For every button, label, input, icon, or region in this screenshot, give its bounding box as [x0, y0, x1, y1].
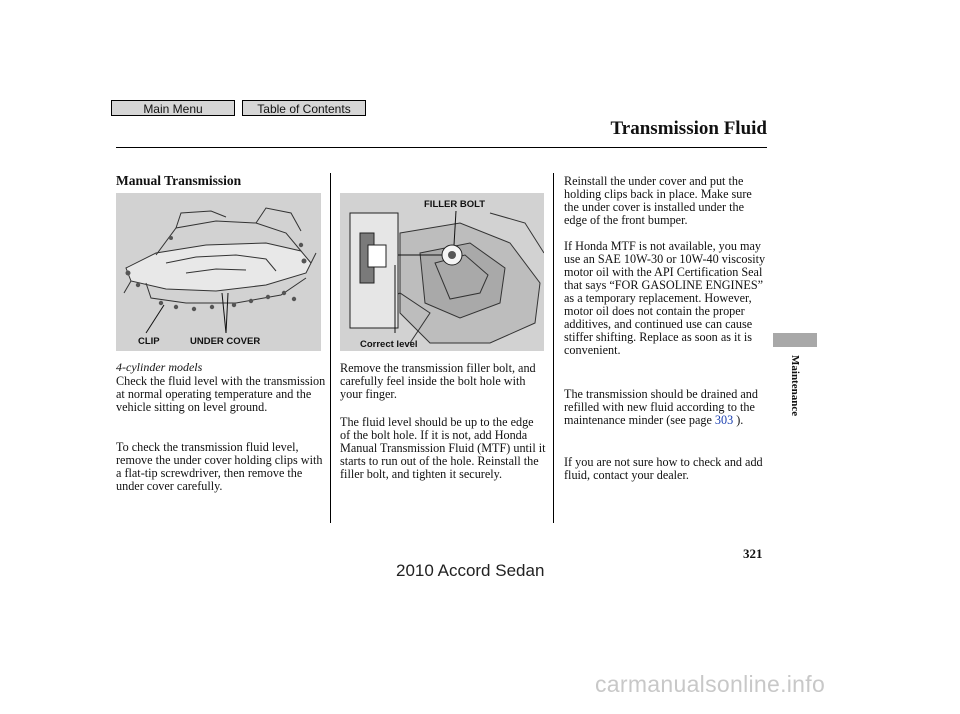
site-watermark: carmanualsonline.info — [595, 671, 826, 697]
page-number: 321 — [743, 546, 763, 561]
table-of-contents-button[interactable]: Table of Contents — [242, 100, 366, 116]
paragraph-contact-dealer: If you are not sure how to check and add fluid, contact your dealer. — [564, 455, 763, 482]
section-side-label: Maintenance — [789, 355, 801, 417]
clip-label: CLIP — [138, 336, 160, 347]
filler-bolt-drawing — [340, 193, 544, 351]
correct-level-label: Correct level — [360, 339, 418, 350]
models-caption: 4-cylinder models — [116, 360, 203, 374]
column-divider-2 — [553, 173, 554, 523]
paragraph-check-level: Check the fluid level with the transmission at normal operating temperature and the vehicle sitting on level ground. — [116, 374, 326, 414]
model-label: 2010 Accord Sedan — [396, 561, 545, 580]
drain-refill-text: The transmission should be drained and refilled with new fluid according to the maintenance minder (see page — [564, 387, 758, 427]
paragraph-remove-cover: To check the transmission fluid level, remove the under cover holding clips with a flat-tip screwdriver, then remove the under cover carefully. — [116, 440, 323, 493]
filler-bolt-illustration — [340, 193, 544, 351]
column-divider-1 — [330, 173, 331, 523]
filler-bolt-label: FILLER BOLT — [424, 199, 486, 210]
paragraph-reinstall-cover: Reinstall the under cover and put the holding clips back in place. Make sure the under cover is installed under the edge of the front bumper. — [564, 174, 752, 227]
main-menu-button[interactable]: Main Menu — [111, 100, 235, 116]
paragraph-fluid-level: The fluid level should be up to the edge of the bolt hole. If it is not, add Honda Manual Transmission Fluid (MTF) until it starts to run out of the hole. Reinstall the filler bolt, and tighten it securely. — [340, 415, 546, 481]
header-divider — [116, 147, 767, 148]
drain-refill-end: ). — [736, 413, 744, 427]
page-title: Transmission Fluid — [610, 118, 767, 139]
page-303-link[interactable]: 303 — [714, 413, 734, 427]
paragraph-remove-filler-bolt: Remove the transmission filler bolt, and carefully feel inside the bolt hole with your finger. — [340, 361, 536, 401]
paragraph-drain-refill — [564, 388, 769, 427]
section-heading: Manual Transmission — [116, 173, 242, 188]
under-cover-label: UNDER COVER — [190, 336, 261, 347]
under-cover-drawing — [116, 193, 321, 351]
section-tab-marker — [773, 333, 817, 347]
under-cover-illustration — [116, 193, 321, 351]
paragraph-substitute-oil: If Honda MTF is not available, you may use an SAE 10W-30 or 10W-40 viscosity motor oil with the API Certification Seal that says “FOR GASOLINE ENGINES” as a temporary replacement. However, motor oil does not contain the proper additives, and continued use can cause stiffer shifting. Replace as soon as it is convenient. — [564, 239, 766, 357]
